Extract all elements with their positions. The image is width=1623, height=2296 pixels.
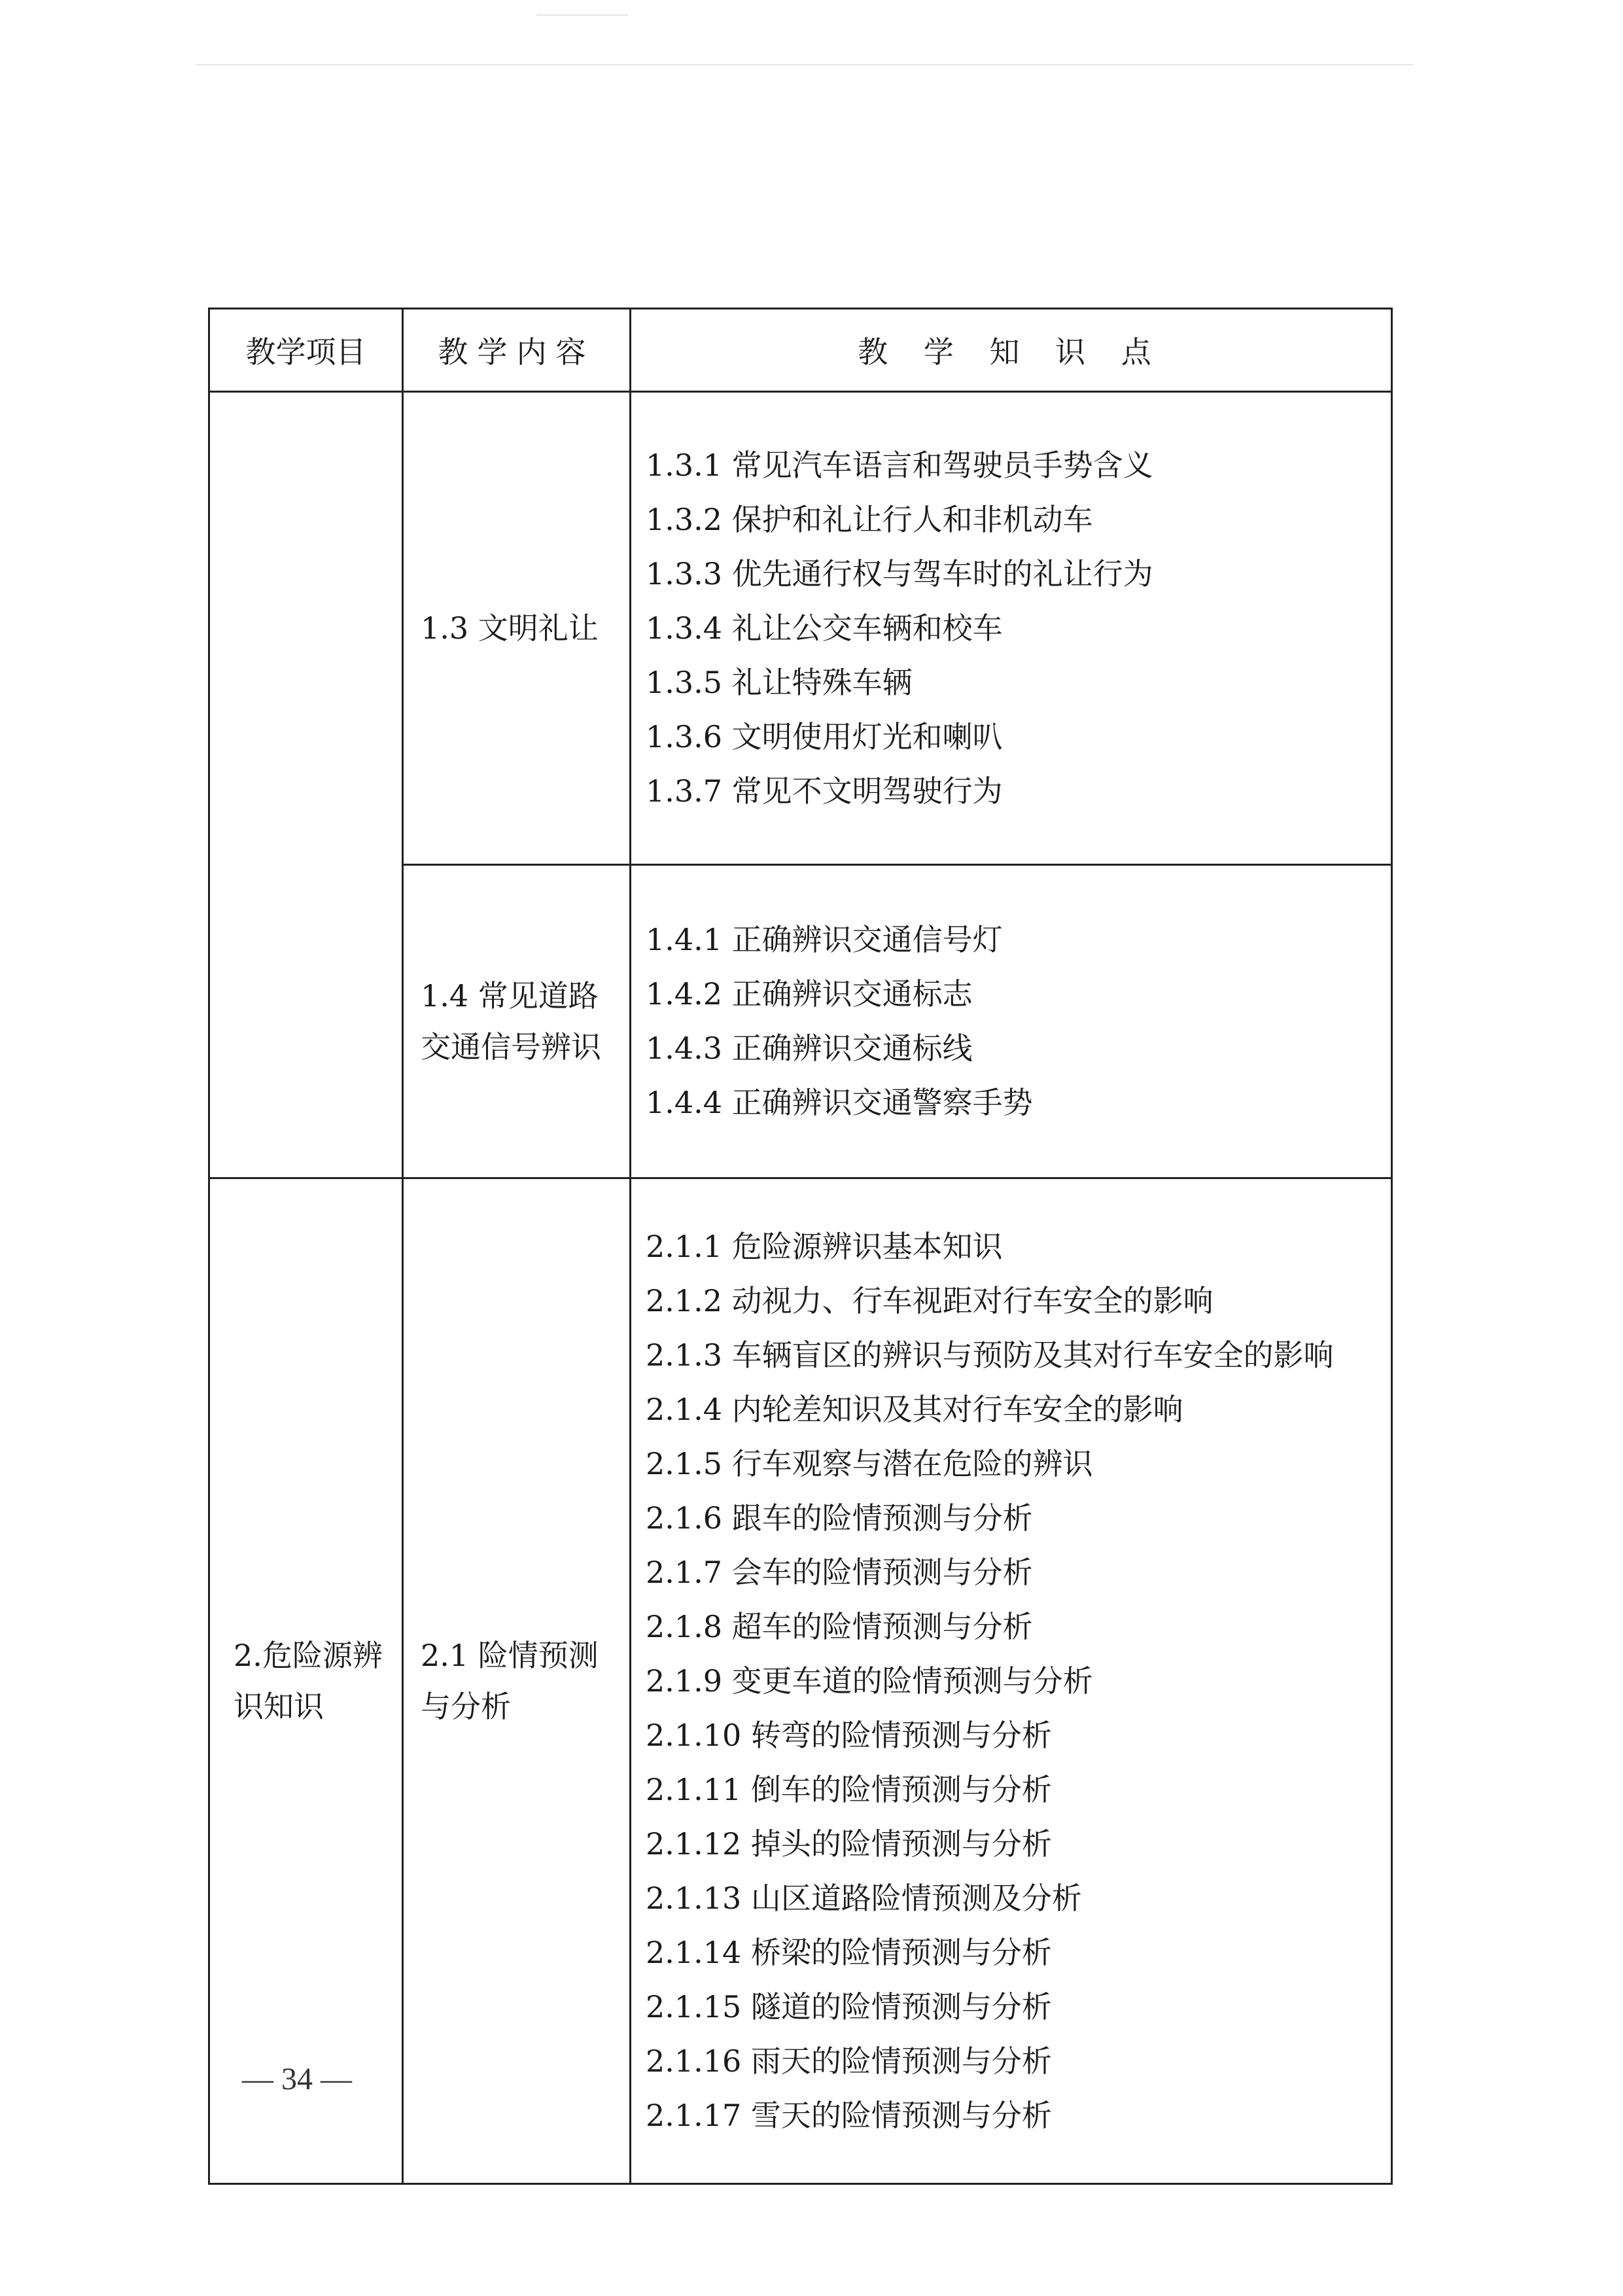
table-row xyxy=(209,1178,1392,2184)
knowledge-point-list xyxy=(646,438,1384,819)
knowledge-point: 1.4.3 正确辨识交通标线 xyxy=(646,1031,973,1066)
knowledge-point: 2.1.14 桥梁的险情预测与分析 xyxy=(646,1934,1052,1970)
knowledge-point: 1.3.4 礼让公交车辆和校车 xyxy=(646,610,1003,646)
content-cell xyxy=(403,392,631,865)
knowledge-point-list xyxy=(646,913,1384,1130)
knowledge-point: 1.3.3 优先通行权与驾车时的礼让行为 xyxy=(646,556,1153,592)
knowledge-point: 1.3.2 保护和礼让行人和非机动车 xyxy=(646,501,1093,537)
knowledge-point: 2.1.7 会车的险情预测与分析 xyxy=(646,1554,1033,1590)
knowledge-point: 1.3.5 礼让特殊车辆 xyxy=(646,664,913,700)
table-row xyxy=(209,392,1392,865)
knowledge-point: 2.1.8 超车的险情预测与分析 xyxy=(646,1608,1033,1644)
content-label: 2.1 险情预测与分析 xyxy=(421,1638,599,1724)
syllabus-table xyxy=(208,308,1393,2185)
knowledge-point: 2.1.3 车辆盲区的辨识与预防及其对行车安全的影响 xyxy=(646,1337,1334,1373)
header-points xyxy=(631,309,1392,392)
knowledge-point: 2.1.12 掉头的险情预测与分析 xyxy=(646,1826,1052,1862)
scan-artifact xyxy=(536,14,628,16)
knowledge-point: 2.1.17 雪天的险情预测与分析 xyxy=(646,2097,1052,2133)
header-points-label: 教 学 知 识 点 xyxy=(858,334,1164,370)
knowledge-point: 2.1.9 变更车道的险情预测与分析 xyxy=(646,1663,1093,1699)
knowledge-point: 2.1.1 危险源辨识基本知识 xyxy=(646,1228,1003,1264)
header-project xyxy=(209,309,403,392)
scan-artifact xyxy=(196,64,1413,65)
project-cell xyxy=(209,392,403,1178)
knowledge-point: 2.1.4 内轮差知识及其对行车安全的影响 xyxy=(646,1391,1183,1427)
knowledge-point: 1.4.1 正确辨识交通信号灯 xyxy=(646,922,1003,957)
project-cell xyxy=(209,1178,403,2184)
content-cell xyxy=(403,1178,631,2184)
content-label: 1.3 文明礼让 xyxy=(421,610,599,646)
knowledge-point: 1.3.7 常见不文明驾驶行为 xyxy=(646,773,1003,809)
knowledge-point: 2.1.2 动视力、行车视距对行车安全的影响 xyxy=(646,1282,1213,1318)
knowledge-point: 2.1.15 隧道的险情预测与分析 xyxy=(646,1988,1052,2024)
knowledge-point: 1.4.2 正确辨识交通标志 xyxy=(646,976,973,1012)
points-cell xyxy=(631,1178,1392,2184)
knowledge-point: 1.3.6 文明使用灯光和喇叭 xyxy=(646,718,1003,754)
header-content xyxy=(403,309,631,392)
table-header-row xyxy=(209,309,1392,392)
knowledge-point: 2.1.13 山区道路险情预测及分析 xyxy=(646,1880,1082,1916)
header-content-label: 教学内容 xyxy=(438,334,595,370)
knowledge-point: 1.3.1 常见汽车语言和驾驶员手势含义 xyxy=(646,447,1153,483)
header-project-label: 教学项目 xyxy=(245,334,366,370)
points-cell xyxy=(631,392,1392,865)
knowledge-point-list xyxy=(646,1220,1384,2143)
points-cell xyxy=(631,865,1392,1178)
content-cell xyxy=(403,865,631,1178)
page-number: — 34 — xyxy=(242,2062,352,2096)
knowledge-point: 2.1.16 雨天的险情预测与分析 xyxy=(646,2043,1052,2079)
knowledge-point: 2.1.10 转弯的险情预测与分析 xyxy=(646,1717,1052,1753)
content-label: 1.4 常见道路交通信号辨识 xyxy=(421,978,601,1065)
project-label: 2.危险源辨识知识 xyxy=(234,1638,383,1724)
knowledge-point: 2.1.6 跟车的险情预测与分析 xyxy=(646,1500,1033,1536)
knowledge-point: 2.1.5 行车观察与潜在危险的辨识 xyxy=(646,1445,1093,1481)
knowledge-point: 2.1.11 倒车的险情预测与分析 xyxy=(646,1771,1052,1807)
knowledge-point: 1.4.4 正确辨识交通警察手势 xyxy=(646,1085,1033,1120)
